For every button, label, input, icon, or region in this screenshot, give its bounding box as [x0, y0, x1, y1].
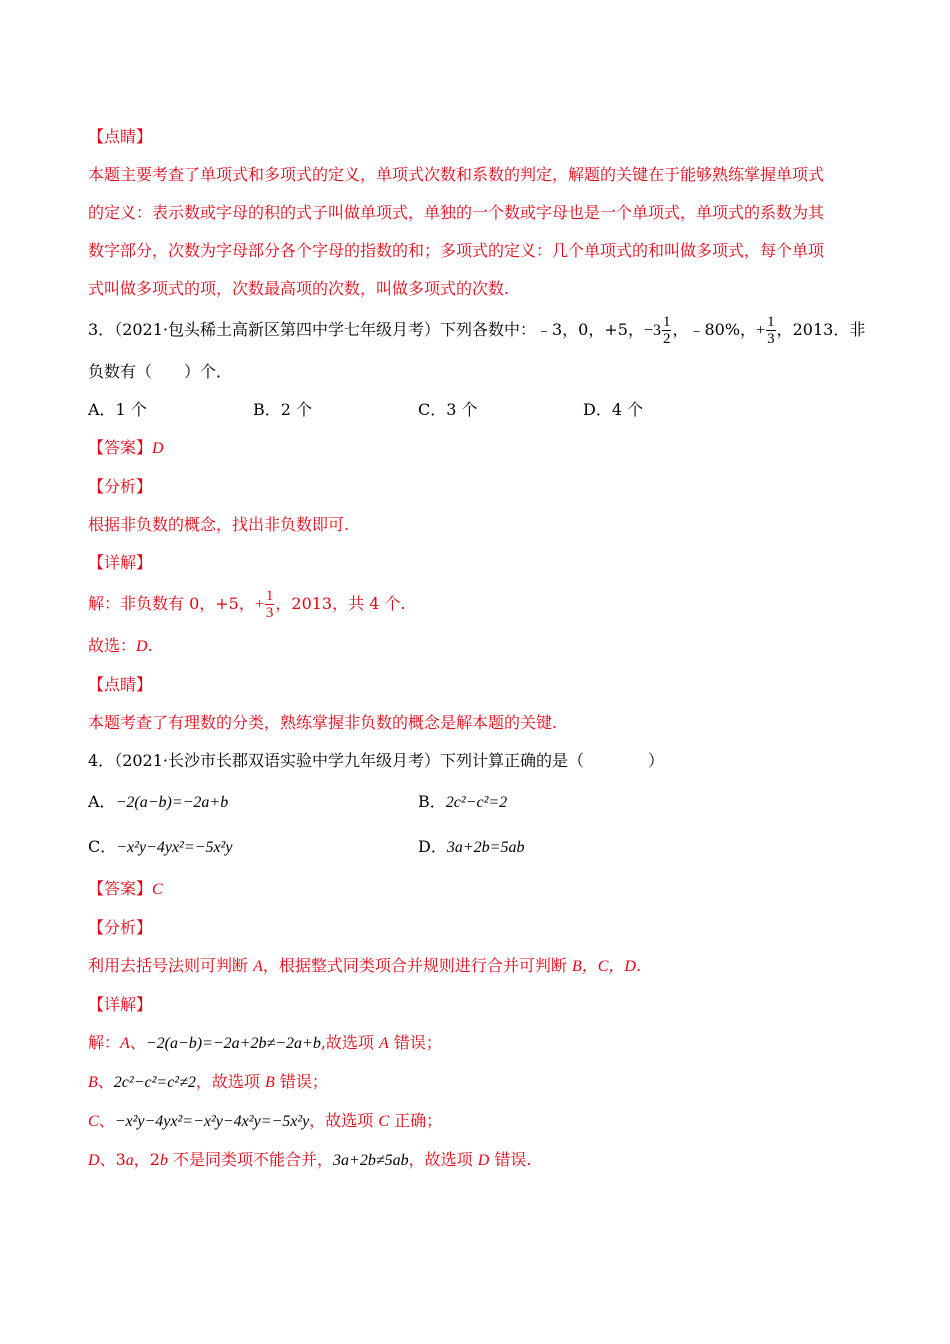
q4-analysis-tag: 【分析】 [88, 918, 153, 937]
top-point-line: 式叫做多项式的项，次数最高项的次数，叫做多项式的次数. [88, 279, 510, 298]
q4-answer [88, 870, 868, 909]
q3-option-b: B．2 个 [253, 400, 313, 419]
q4-detail-b-end: 错误； [274, 1072, 328, 1091]
q4-detail-tag: 【详解】 [88, 995, 153, 1014]
q4-analysis-d: B，C，D [571, 958, 636, 975]
q4-detail-c-tail: ，故选项 [309, 1111, 379, 1130]
q4-detail-c-opt: C [378, 1113, 390, 1130]
q4-detail-a-math: −2(a−b)=−2a+2b≠−2a+b [145, 1035, 321, 1052]
q4-detail-b [88, 1063, 868, 1102]
q4-source: （2021·长沙市长郡双语实验中学九年级月考） [114, 751, 440, 770]
q3-mixed-fraction [662, 314, 672, 347]
q4-detail-d-label: D [88, 1152, 100, 1169]
q3-mixed-whole: −3 [643, 322, 661, 339]
q3-detail-den: 3 [265, 605, 274, 621]
q3-answer-tag: 【答案】 [88, 438, 153, 457]
q4-detail-c-sep: 、 [98, 1111, 115, 1130]
q4-detail-d [88, 1141, 868, 1180]
q3-detail-b: ，2013，共 4 个. [275, 594, 406, 613]
q3-mixed-den: 2 [662, 331, 671, 347]
q4-option-d-label: D． [418, 837, 447, 856]
q3-plus: + [756, 322, 766, 339]
q4-option-c [88, 825, 418, 870]
top-point-tag: 【点睛】 [88, 127, 153, 146]
q3-mixed-num: 1 [662, 314, 671, 330]
q4-detail-b-math: 2c²−c²=c²≠2 [113, 1074, 196, 1091]
q4-number: 4． [88, 751, 115, 770]
top-point-line: 本题主要考查了单项式和多项式的定义，单项式次数和系数的判定，解题的关键在于能够熟练掌握单项式 [88, 165, 825, 184]
q3-detail-plus: + [254, 596, 264, 613]
q4-detail-c [88, 1102, 868, 1141]
q3-fraction [766, 314, 776, 347]
q4-stem [88, 742, 868, 780]
q4-detail-b-sep: 、 [97, 1072, 114, 1091]
q4-detail-a-tail: ,故选项 [320, 1033, 380, 1052]
q3-option-c: C．3 个 [418, 400, 478, 419]
q4-detail-b-label: B [88, 1074, 98, 1091]
q3-stem [88, 308, 868, 353]
q4-detail-d-c: ，2 [133, 1150, 160, 1169]
q4-analysis-c: ，根据整式同类项合并规则进行合并可判断 [262, 956, 572, 975]
q4-option-b [418, 780, 748, 825]
q4-analysis-b: A [253, 958, 263, 975]
q4-detail-a [88, 1024, 868, 1063]
q4-option-b-math: 2c²−c²=2 [445, 794, 508, 811]
q4-option-a-label: A． [88, 792, 116, 811]
top-point-line: 的定义：表示数或字母的积的式子叫做单项式，单独的一个数或字母也是一个单项式，单项式的系数为其 [88, 203, 825, 222]
q3-detail-num: 1 [265, 588, 274, 604]
q3-detail-tag: 【详解】 [88, 553, 153, 572]
q4-detail-a-opt: A [379, 1035, 389, 1052]
q4-detail-d-a: 、3 [99, 1150, 126, 1169]
q4-option-c-label: C． [88, 837, 117, 856]
q3-stem-c: ，2013．非 [776, 320, 866, 339]
q4-detail-c-end: 正确； [389, 1111, 443, 1130]
q3-option-d: D．4 个 [583, 400, 644, 419]
q4-option-a-math: −2(a−b)=−2a+b [115, 794, 229, 811]
q4-option-c-math: −x²y−4yx²=−5x²y [116, 839, 233, 856]
q4-option-b-label: B． [418, 792, 446, 811]
q3-choose-a: 故选： [88, 636, 137, 655]
q4-option-a [88, 780, 418, 825]
q4-analysis-e: . [635, 956, 642, 975]
q3-frac-num: 1 [767, 314, 775, 330]
q4-detail-d-math: 3a+2b≠5ab [333, 1152, 409, 1169]
q3-frac-den: 3 [767, 331, 775, 347]
q3-analysis: 根据非负数的概念，找出非负数即可. [88, 515, 350, 534]
q3-analysis-tag: 【分析】 [88, 477, 153, 496]
document-page [88, 118, 868, 1180]
q4-detail-prefix: 解： [88, 1033, 121, 1052]
q3-source: （2021·包头稀土高新区第四中学七年级月考） [114, 320, 440, 339]
q3-options [88, 391, 868, 429]
q3-stem-b: ，﹣80%， [672, 320, 757, 339]
q4-detail-d-opt: D [477, 1152, 490, 1169]
q4-option-d [418, 825, 748, 870]
q4-options-row2 [88, 825, 868, 870]
q4-detail-b-tail: ，故选项 [195, 1072, 265, 1091]
q3-detail-a: 解：非负数有 0，+5， [88, 594, 255, 613]
q3-choose [88, 627, 868, 666]
q4-stem-text: 下列计算正确的是（ ） [440, 751, 665, 770]
q3-answer [88, 429, 868, 468]
q3-stem-line2: 负数有（ ）个． [88, 362, 233, 381]
q3-choose-c: . [147, 636, 153, 655]
q3-option-a: A．1 个 [88, 400, 147, 419]
q3-detail-fraction [265, 588, 275, 621]
q4-detail-d-tail: ，故选项 [408, 1150, 478, 1169]
q3-choose-b: D [136, 638, 148, 655]
q4-analysis-a: 利用去括号法则可判断 [88, 956, 254, 975]
q4-detail-d-e: 不是同类项不能合并， [167, 1150, 334, 1169]
q4-detail-c-math: −x²y−4yx²=−x²y−4x²y=−5x²y [114, 1113, 310, 1130]
q4-detail-d-end: 错误. [489, 1150, 532, 1169]
q4-option-d-math: 3a+2b=5ab [446, 839, 525, 856]
q3-answer-value: D [152, 440, 164, 457]
top-point-line: 数字部分，次数为字母部分各个字母的指数的和；多项式的定义：几个单项式的和叫做多项式，每个单项 [88, 241, 825, 260]
q4-detail-a-label: A [120, 1035, 130, 1052]
q3-point: 本题考查了有理数的分类，熟练掌握非负数的概念是解本题的关键. [88, 713, 558, 732]
q3-stem-a: 下列各数中：﹣3，0，+5， [440, 320, 644, 339]
q4-options-row1 [88, 780, 868, 825]
q4-detail-c-label: C [88, 1113, 99, 1130]
q4-detail-a-sep: 、 [129, 1033, 146, 1052]
q4-detail-d-b: a [125, 1152, 134, 1169]
q4-analysis [88, 947, 868, 986]
q4-detail-d-d: b [159, 1152, 168, 1169]
q3-number: 3． [88, 320, 115, 339]
q4-answer-tag: 【答案】 [88, 879, 153, 898]
q3-point-tag: 【点睛】 [88, 675, 153, 694]
q4-detail-a-end: 错误； [388, 1033, 442, 1052]
q4-detail-b-opt: B [264, 1074, 275, 1091]
q4-answer-value: C [152, 881, 163, 898]
q3-detail [88, 582, 868, 627]
